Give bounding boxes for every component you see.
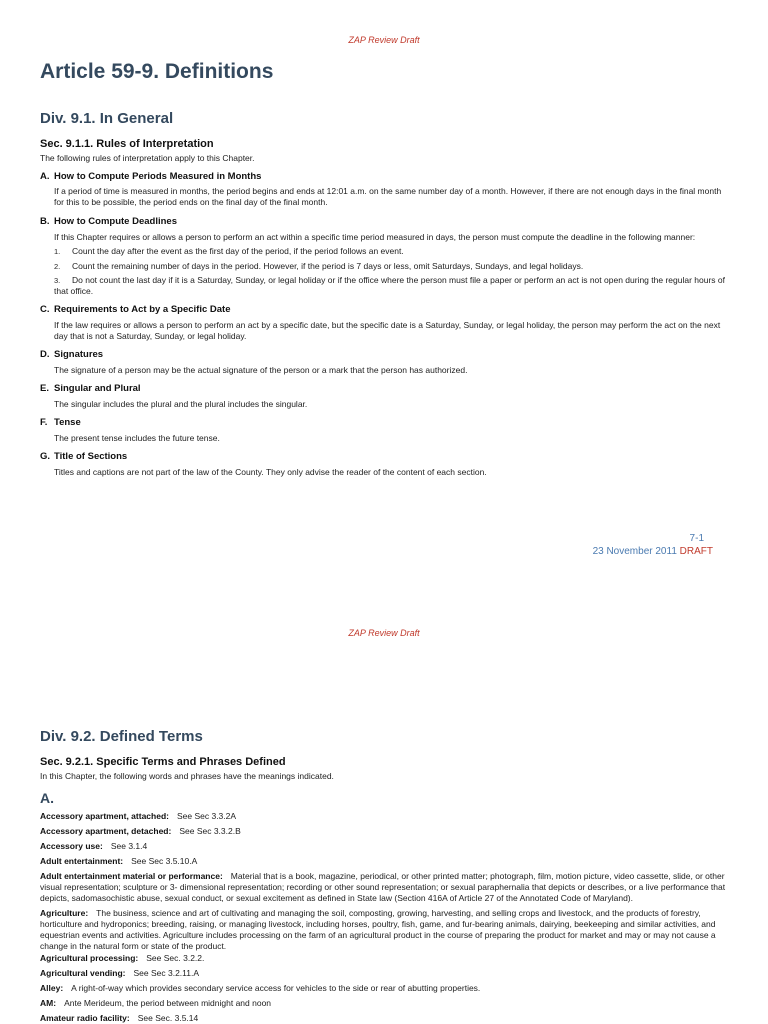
division-title: Div. 9.2. Defined Terms — [40, 728, 203, 745]
list-number: 1. — [54, 247, 61, 256]
item-heading-text: Requirements to Act by a Specific Date — [54, 304, 231, 315]
definition-entry — [40, 1013, 730, 1024]
term-definition: See Sec 3.2.11.A — [133, 968, 200, 978]
draft-header: ZAP Review Draft — [348, 628, 420, 638]
defined-term: Accessory use: — [40, 841, 103, 851]
definition-entry — [40, 871, 730, 904]
item-letter: G. — [40, 451, 51, 462]
item-heading-text: Tense — [54, 417, 81, 428]
item-letter: B. — [40, 216, 50, 227]
definition-entry — [40, 953, 730, 964]
list-text: Count the day after the event as the first day of the period, if the period follows an event. — [72, 246, 404, 256]
defined-term: Amateur radio facility: — [40, 1013, 130, 1023]
item-heading-a — [40, 171, 261, 182]
item-heading-text: Title of Sections — [54, 451, 128, 462]
defined-term: AM: — [40, 998, 57, 1008]
item-heading-c — [40, 304, 231, 315]
section-title: Sec. 9.1.1. Rules of Interpretation — [40, 138, 214, 150]
item-body-f: The present tense includes the future tense. — [54, 433, 220, 443]
section-intro: The following rules of interpretation apply to this Chapter. — [40, 153, 255, 163]
document-page-2 — [0, 580, 768, 1024]
division-title: Div. 9.1. In General — [40, 110, 174, 127]
footer-date-line — [0, 546, 713, 557]
draft-header: ZAP Review Draft — [348, 35, 420, 45]
item-heading-text: Signatures — [54, 349, 104, 360]
list-text: Do not count the last day if it is a Saturday, Sunday, or legal holiday or if the office where the person must file a paper or perform an act is not open during the regular hours of that office. — [54, 275, 725, 296]
defined-term: Agricultural processing: — [40, 953, 139, 963]
defined-term: Accessory apartment, attached: — [40, 811, 169, 821]
item-letter: E. — [40, 383, 49, 394]
section-title: Sec. 9.2.1. Specific Terms and Phrases Defined — [40, 756, 286, 768]
term-definition: See Sec 3.5.10.A — [131, 856, 198, 866]
defined-term: Agricultural vending: — [40, 968, 126, 978]
list-number: 2. — [54, 262, 61, 271]
item-letter: C. — [40, 304, 50, 315]
item-body-g: Titles and captions are not part of the law of the County. They only advise the reader of the content of each section. — [54, 467, 487, 477]
defined-term: Accessory apartment, detached: — [40, 826, 172, 836]
item-heading-f — [40, 417, 81, 428]
list-text: Count the remaining number of days in the period. However, if the period is 7 days or less, omit Saturdays, Sundays, and legal holidays. — [72, 261, 584, 271]
alphabet-letter-heading: A. — [40, 790, 54, 806]
definition-entry — [40, 811, 730, 822]
item-body-d: The signature of a person may be the actual signature of the person or a mark that the person has authorized. — [54, 365, 468, 375]
article-title: Article 59-9. Definitions — [40, 60, 274, 83]
item-heading-text: How to Compute Deadlines — [54, 216, 177, 227]
term-definition: Material that is a book, magazine, periodical, or other printed matter; photograph, film, motion picture, video cassette, slide, or other visual representation; sculpture or 3- dimensional representation; recording or other sound representation; or sexual paraphernalia that depicts or describes, or a live performance that depicts, sadomasochistic abuse, sexual conduct, or sexual excitement as defined in State law (Section 416A of Article 27 of the Annotated Code of Maryland). — [40, 871, 726, 903]
defined-term: Adult entertainment: — [40, 856, 124, 866]
definition-entry — [40, 826, 730, 837]
definition-entry — [40, 983, 730, 994]
list-item — [54, 246, 726, 257]
item-letter: A. — [40, 171, 50, 182]
list-number: 3. — [54, 276, 61, 285]
item-body-e: The singular includes the plural and the plural includes the singular. — [54, 399, 308, 409]
item-heading-text: Singular and Plural — [54, 383, 141, 394]
definition-entry — [40, 998, 730, 1009]
item-heading-text: How to Compute Periods Measured in Months — [54, 171, 262, 182]
term-definition: A right-of-way which provides secondary service access for vehicles to the side or rear of abutting properties. — [71, 983, 481, 993]
definition-entry — [40, 968, 730, 979]
defined-term: Agriculture: — [40, 908, 89, 918]
list-item — [54, 275, 726, 297]
item-heading-e — [40, 383, 141, 394]
term-definition: See Sec 3.3.2A — [176, 811, 237, 821]
term-definition: See Sec. 3.5.14 — [137, 1013, 199, 1023]
item-body-c: If the law requires or allows a person to perform an act by a specific date, but the specific date is a Saturday, Sunday, or legal holiday, the person may perform the act on the next day that is not a Saturday, Sunday, or legal holiday. — [54, 320, 721, 341]
defined-term: Alley: — [40, 983, 64, 993]
term-definition: The business, science and art of cultivating and managing the soil, composting, growing, harvesting, and selling crops and livestock, and the products of forestry, horticulture and hydroponics; breeding, raising, or managing livestock, including horses, poultry, fish, game, and fur-bearing animals, dairying, beekeeping and similar activities, and equestrian events and activities. Agriculture includes processing on the farm of an agricultural product in the course of preparing the product for market and may or may not cause a change in the natural form or state of the product. — [40, 908, 716, 951]
item-letter: D. — [40, 349, 50, 360]
defined-term: Adult entertainment material or performance: — [40, 871, 223, 881]
definition-entry — [40, 856, 730, 867]
term-definition: See Sec 3.3.2.B — [179, 826, 241, 836]
page-number: 7-1 — [689, 533, 704, 544]
definition-entry — [40, 908, 730, 952]
list-item — [54, 261, 726, 272]
term-definition: See 3.1.4 — [110, 841, 148, 851]
term-definition: See Sec. 3.2.2. — [146, 953, 205, 963]
item-heading-b — [40, 216, 177, 227]
item-heading-g — [40, 451, 127, 462]
term-definition: Ante Merideum, the period between midnight and noon — [64, 998, 272, 1008]
item-body-a: If a period of time is measured in months, the period begins and ends at 12:01 a.m. on the same number day of a month. However, if there are not enough days in the final month for this to be possible, the period ends on the final day of the final month. — [54, 186, 722, 207]
item-body-b: If this Chapter requires or allows a person to perform an act within a specific time period measured in days, the person must compute the deadline in the following manner: — [54, 232, 696, 242]
footer-draft-label: DRAFT — [679, 546, 713, 557]
section-intro: In this Chapter, the following words and phrases have the meanings indicated. — [40, 771, 334, 781]
item-heading-d — [40, 349, 103, 360]
footer-date: 23 November 2011 — [592, 546, 677, 557]
item-letter: F. — [40, 417, 48, 428]
definition-entry — [40, 841, 730, 852]
